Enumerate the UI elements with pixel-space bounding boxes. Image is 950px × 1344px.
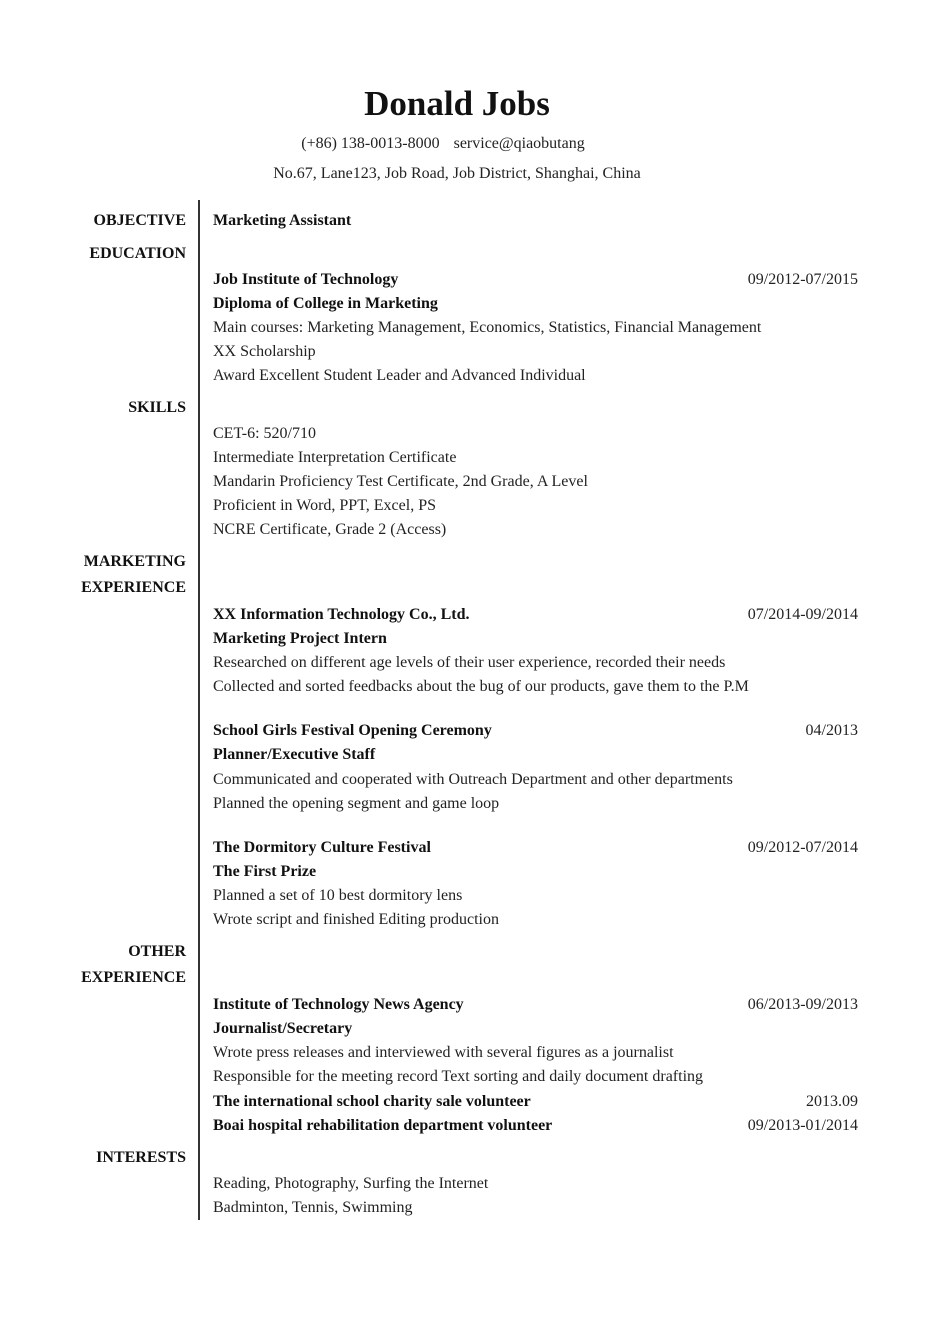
marketing-label-line1: MARKETING	[83, 553, 186, 570]
skills-line: Proficient in Word, PPT, Excel, PS	[213, 497, 436, 514]
volunteer-title: The international school charity sale volunteer	[213, 1093, 531, 1110]
skills-line: NCRE Certificate, Grade 2 (Access)	[213, 521, 447, 538]
objective-label: OBJECTIVE	[93, 212, 186, 229]
experience-role: Planner/Executive Staff	[213, 746, 376, 763]
experience-org: Institute of Technology News Agency	[213, 996, 464, 1013]
volunteer-title: Boai hospital rehabilitation department volunteer	[213, 1117, 553, 1134]
experience-line: Planned a set of 10 best dormitory lens	[213, 887, 463, 904]
education-line: Main courses: Marketing Management, Economics, Statistics, Financial Management	[213, 319, 762, 336]
home-address: No.67, Lane123, Job Road, Job District, Shanghai, China	[273, 165, 641, 182]
education-school: Job Institute of Technology	[213, 271, 399, 288]
candidate-name: Donald Jobs	[364, 84, 550, 123]
experience-line: Wrote script and finished Editing production	[213, 911, 499, 928]
contact-line	[0, 134, 886, 154]
education-degree: Diploma of College in Marketing	[213, 295, 438, 312]
skills-line: Intermediate Interpretation Certificate	[213, 449, 457, 466]
experience-org: School Girls Festival Opening Ceremony	[213, 722, 492, 739]
volunteer-dates: 09/2013-01/2014	[747, 1117, 858, 1134]
experience-dates: 07/2014-09/2014	[747, 606, 858, 623]
experience-org: XX Information Technology Co., Ltd.	[213, 606, 470, 623]
objective-value: Marketing Assistant	[213, 212, 352, 229]
experience-dates: 06/2013-09/2013	[747, 996, 858, 1013]
experience-dates: 04/2013	[805, 722, 858, 739]
experience-line: Researched on different age levels of their user experience, recorded their needs	[213, 654, 726, 671]
skills-line: Mandarin Proficiency Test Certificate, 2nd Grade, A Level	[213, 473, 588, 490]
volunteer-dates: 2013.09	[806, 1093, 858, 1110]
interests-label: INTERESTS	[96, 1149, 186, 1166]
skills-line: CET-6: 520/710	[213, 425, 316, 442]
other-label-line1: OTHER	[128, 943, 186, 960]
experience-line: Communicated and cooperated with Outreach Department and other departments	[213, 771, 733, 788]
education-line: Award Excellent Student Leader and Advanced Individual	[213, 367, 586, 384]
experience-role: Journalist/Secretary	[213, 1020, 353, 1037]
education-dates: 09/2012-07/2015	[747, 271, 858, 288]
education-line: XX Scholarship	[213, 343, 316, 360]
experience-role: The First Prize	[213, 863, 317, 880]
interests-line: Reading, Photography, Surfing the Internet	[213, 1175, 489, 1192]
experience-line: Wrote press releases and interviewed with several figures as a journalist	[213, 1044, 674, 1061]
experience-line: Collected and sorted feedbacks about the bug of our products, gave them to the P.M	[213, 678, 749, 695]
email-address: service@qiaobutang	[453, 135, 585, 152]
experience-org: The Dormitory Culture Festival	[213, 839, 431, 856]
experience-role: Marketing Project Intern	[213, 630, 387, 647]
experience-dates: 09/2012-07/2014	[747, 839, 858, 856]
skills-label: SKILLS	[128, 399, 186, 416]
section-divider-line	[198, 200, 200, 1220]
interests-line: Badminton, Tennis, Swimming	[213, 1199, 413, 1216]
experience-line: Responsible for the meeting record Text sorting and daily document drafting	[213, 1068, 704, 1085]
experience-line: Planned the opening segment and game loop	[213, 795, 500, 812]
marketing-label-line2: EXPERIENCE	[81, 579, 186, 596]
other-label-line2: EXPERIENCE	[81, 969, 186, 986]
education-label: EDUCATION	[89, 245, 186, 262]
phone-number: (+86) 138-0013-8000	[301, 135, 440, 152]
